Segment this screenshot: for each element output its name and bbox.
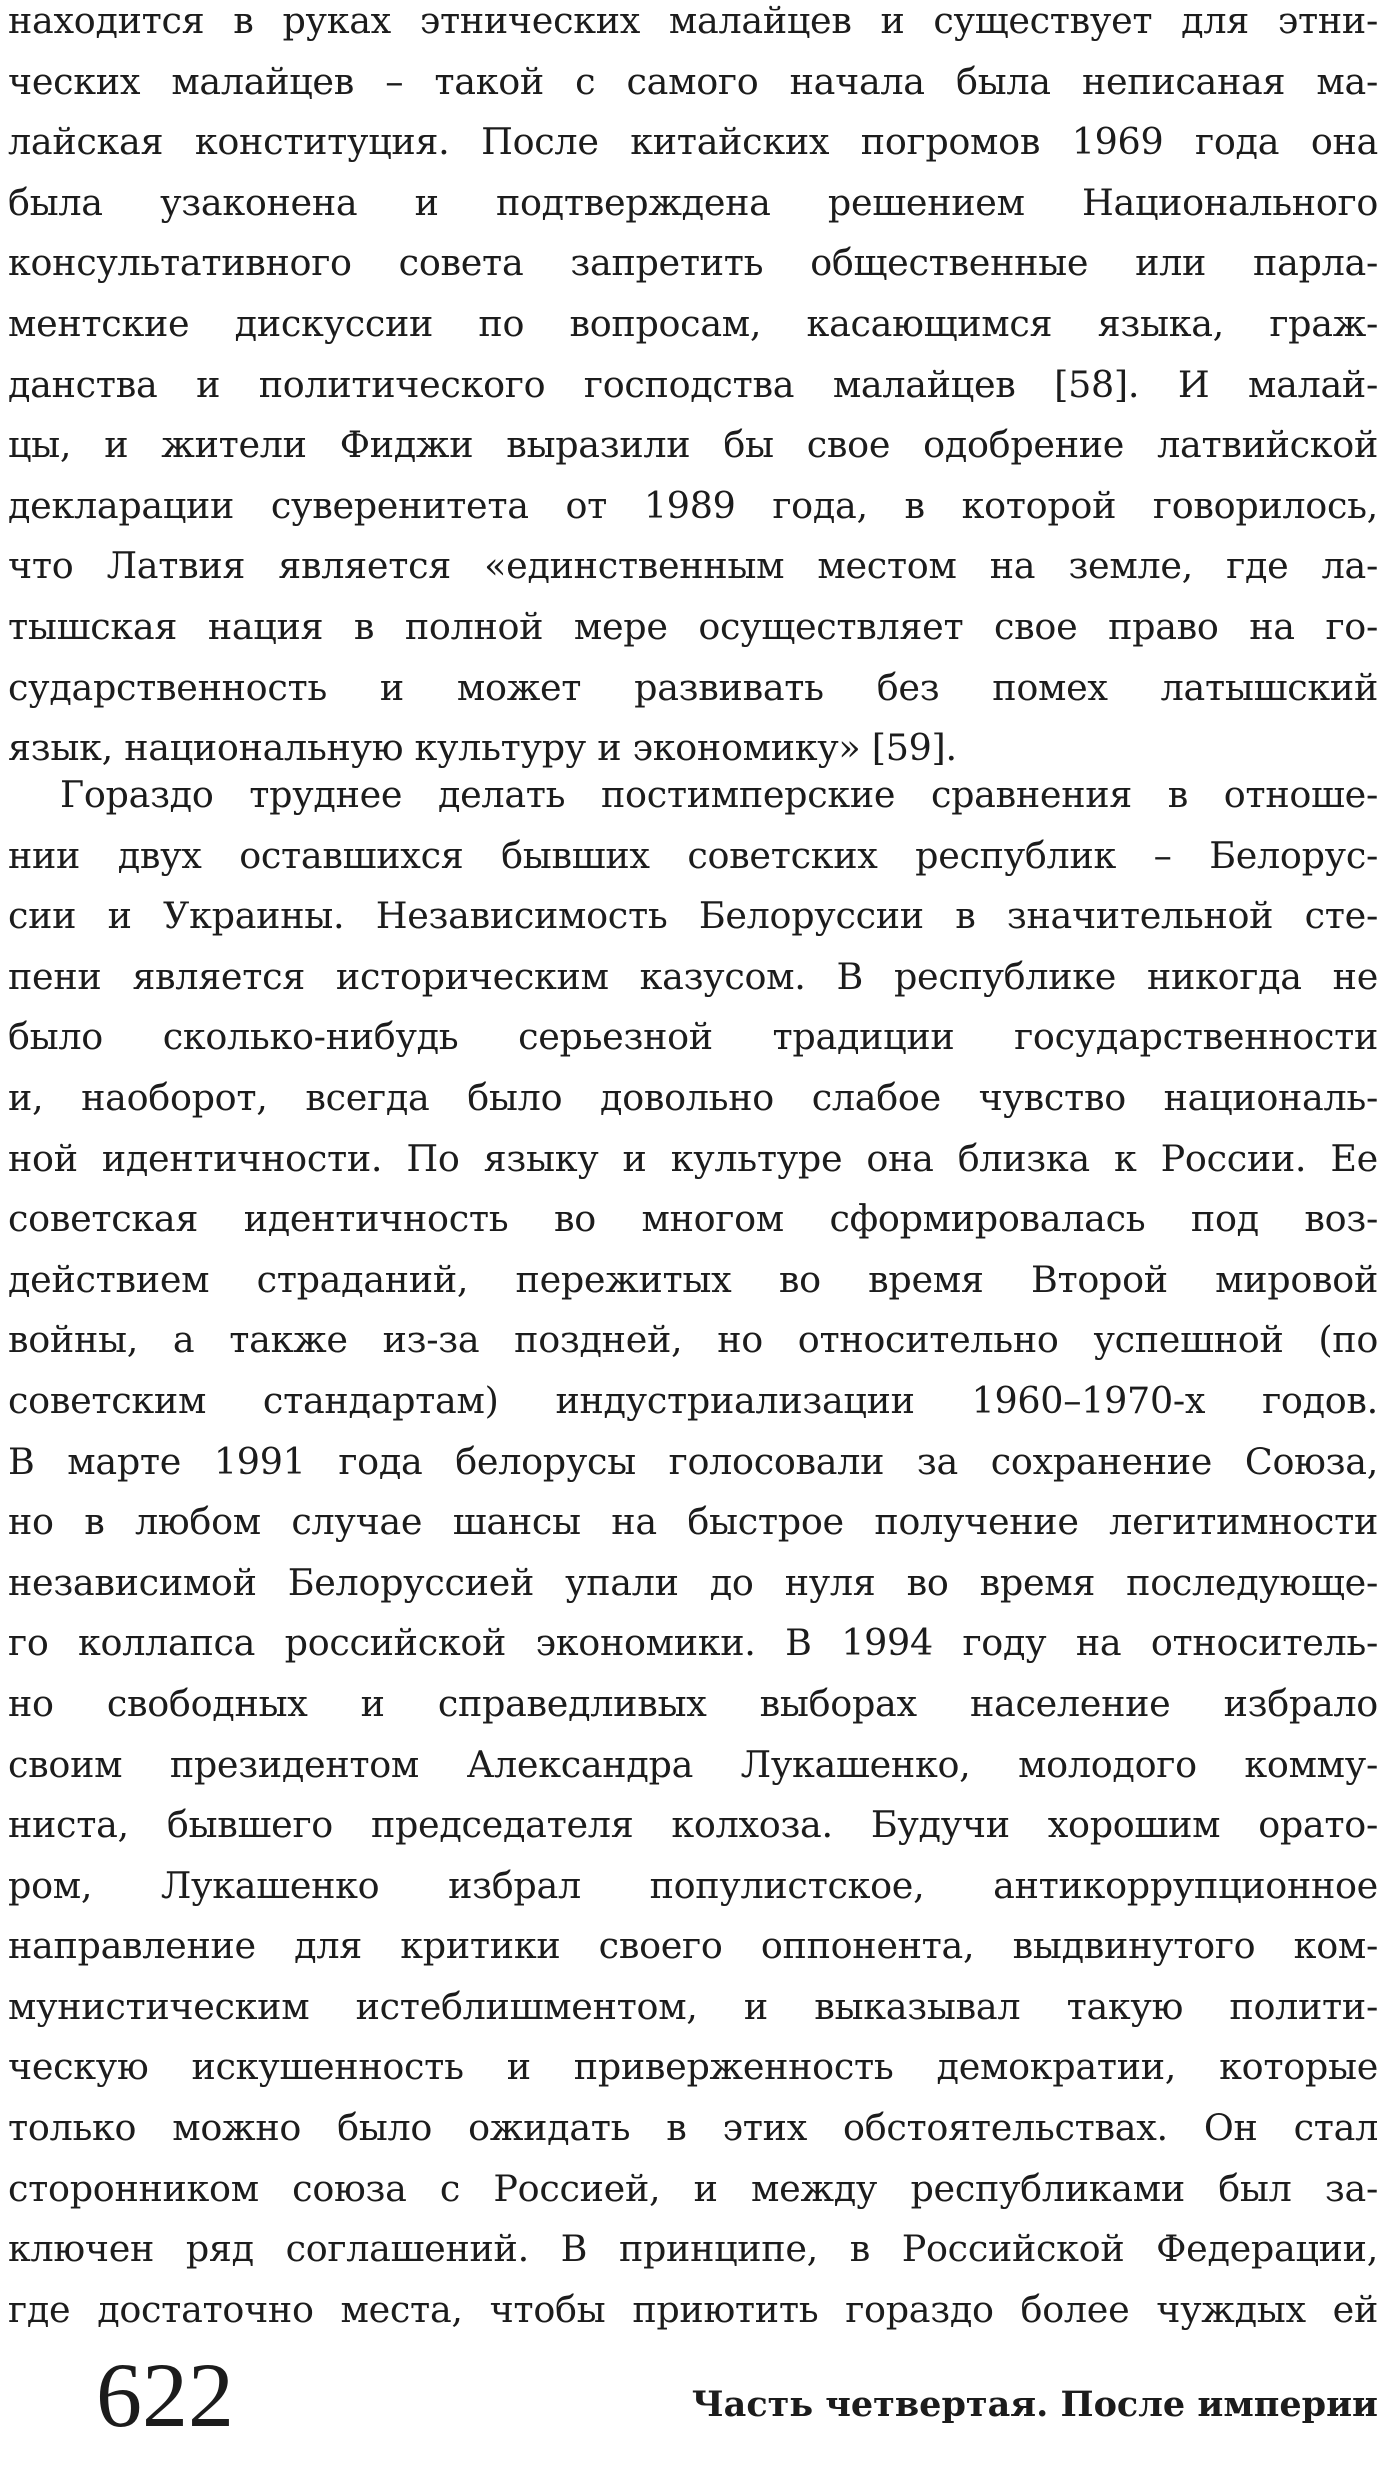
text-line: сии и Украины. Независимость Белоруссии в значительной сте- (8, 894, 1378, 938)
text-line: только можно было ожидать в этих обстоятельствах. Он стал (8, 2106, 1378, 2150)
text-line: ной идентичности. По языку и культуре она близка к России. Ее (8, 1136, 1378, 1180)
text-line: действием страданий, пережитых во время Второй мировой (8, 1257, 1378, 1301)
text-line: была узаконена и подтверждена решением Национального (8, 180, 1378, 224)
text-line: сударственность и может развивать без помех латышский (8, 665, 1378, 709)
text-line: данства и политического господства малайцев [58]. И малай- (8, 362, 1378, 406)
text-line: что Латвия является «единственным местом на земле, где ла- (8, 544, 1378, 588)
paragraph-1 (8, 0, 1378, 779)
text-line: язык, национальную культуру и экономику» [59]. (8, 726, 957, 770)
text-line: ключен ряд соглашений. В принципе, в Российской Федерации, (8, 2227, 1378, 2271)
text-line: сторонником союза с Россией, и между республиками был за- (8, 2166, 1378, 2210)
text-line: находится в руках этнических малайцев и существует для этни- (8, 0, 1378, 42)
text-line: цы, и жители Фиджи выразили бы свое одобрение латвийской (8, 423, 1378, 467)
paragraph-2 (8, 765, 1378, 2340)
text-line: войны, а также из-за поздней, но относительно успешной (по (8, 1318, 1378, 1362)
text-line: и, наоборот, всегда было довольно слабое чувство националь- (8, 1075, 1378, 1119)
text-line: где достаточно места, чтобы приютить гораздо более чуждых ей (8, 2287, 1378, 2331)
text-line: советским стандартам) индустриализации 1960–1970-х годов. (8, 1378, 1378, 1422)
text-line: консультативного совета запретить общественные или парла- (8, 241, 1378, 285)
text-line: мунистическим истеблишментом, и выказывал такую полити- (8, 1984, 1378, 2028)
text-line: В марте 1991 года белорусы голосовали за сохранение Союза, (8, 1439, 1378, 1483)
text-line: ческую искушенность и приверженность демократии, которые (8, 2045, 1378, 2089)
text-line: ниста, бывшего председателя колхоза. Будучи хорошим орато- (8, 1803, 1378, 1847)
text-line: было сколько-нибудь серьезной традиции государственности (8, 1015, 1378, 1059)
text-line: направление для критики своего оппонента, выдвинутого ком- (8, 1924, 1378, 1968)
page-footer (0, 2335, 1398, 2455)
text-line: ром, Лукашенко избрал популистское, антикоррупционное (8, 1863, 1378, 1907)
text-line: независимой Белоруссией упали до нуля во время последующе- (8, 1560, 1378, 1604)
running-head: Часть четвертая. После империи (691, 2384, 1378, 2425)
text-line: но в любом случае шансы на быстрое получение легитимности (8, 1500, 1378, 1544)
text-line: пени является историческим казусом. В республике никогда не (8, 954, 1378, 998)
text-line: тышская нация в полной мере осуществляет свое право на го- (8, 604, 1378, 648)
text-line: лайская конституция. После китайских погромов 1969 года она (8, 120, 1378, 164)
text-line: советская идентичность во многом сформировалась под воз- (8, 1197, 1378, 1241)
text-line: Гораздо труднее делать постимперские сравнения в отноше- (60, 773, 1378, 816)
text-line: но свободных и справедливых выборах население избрало (8, 1681, 1378, 1725)
text-line: нии двух оставшихся бывших советских республик – Белорус- (8, 833, 1378, 877)
text-line: декларации суверенитета от 1989 года, в которой говорилось, (8, 483, 1378, 527)
text-line: го коллапса российской экономики. В 1994 году на относитель- (8, 1621, 1378, 1665)
text-line: ментские дискуссии по вопросам, касающимся языка, граж- (8, 301, 1378, 345)
text-line: ческих малайцев – такой с самого начала была неписаная ма- (8, 59, 1378, 103)
page-number: 622 (96, 2344, 234, 2446)
text-line: своим президентом Александра Лукашенко, молодого комму- (8, 1742, 1378, 1786)
